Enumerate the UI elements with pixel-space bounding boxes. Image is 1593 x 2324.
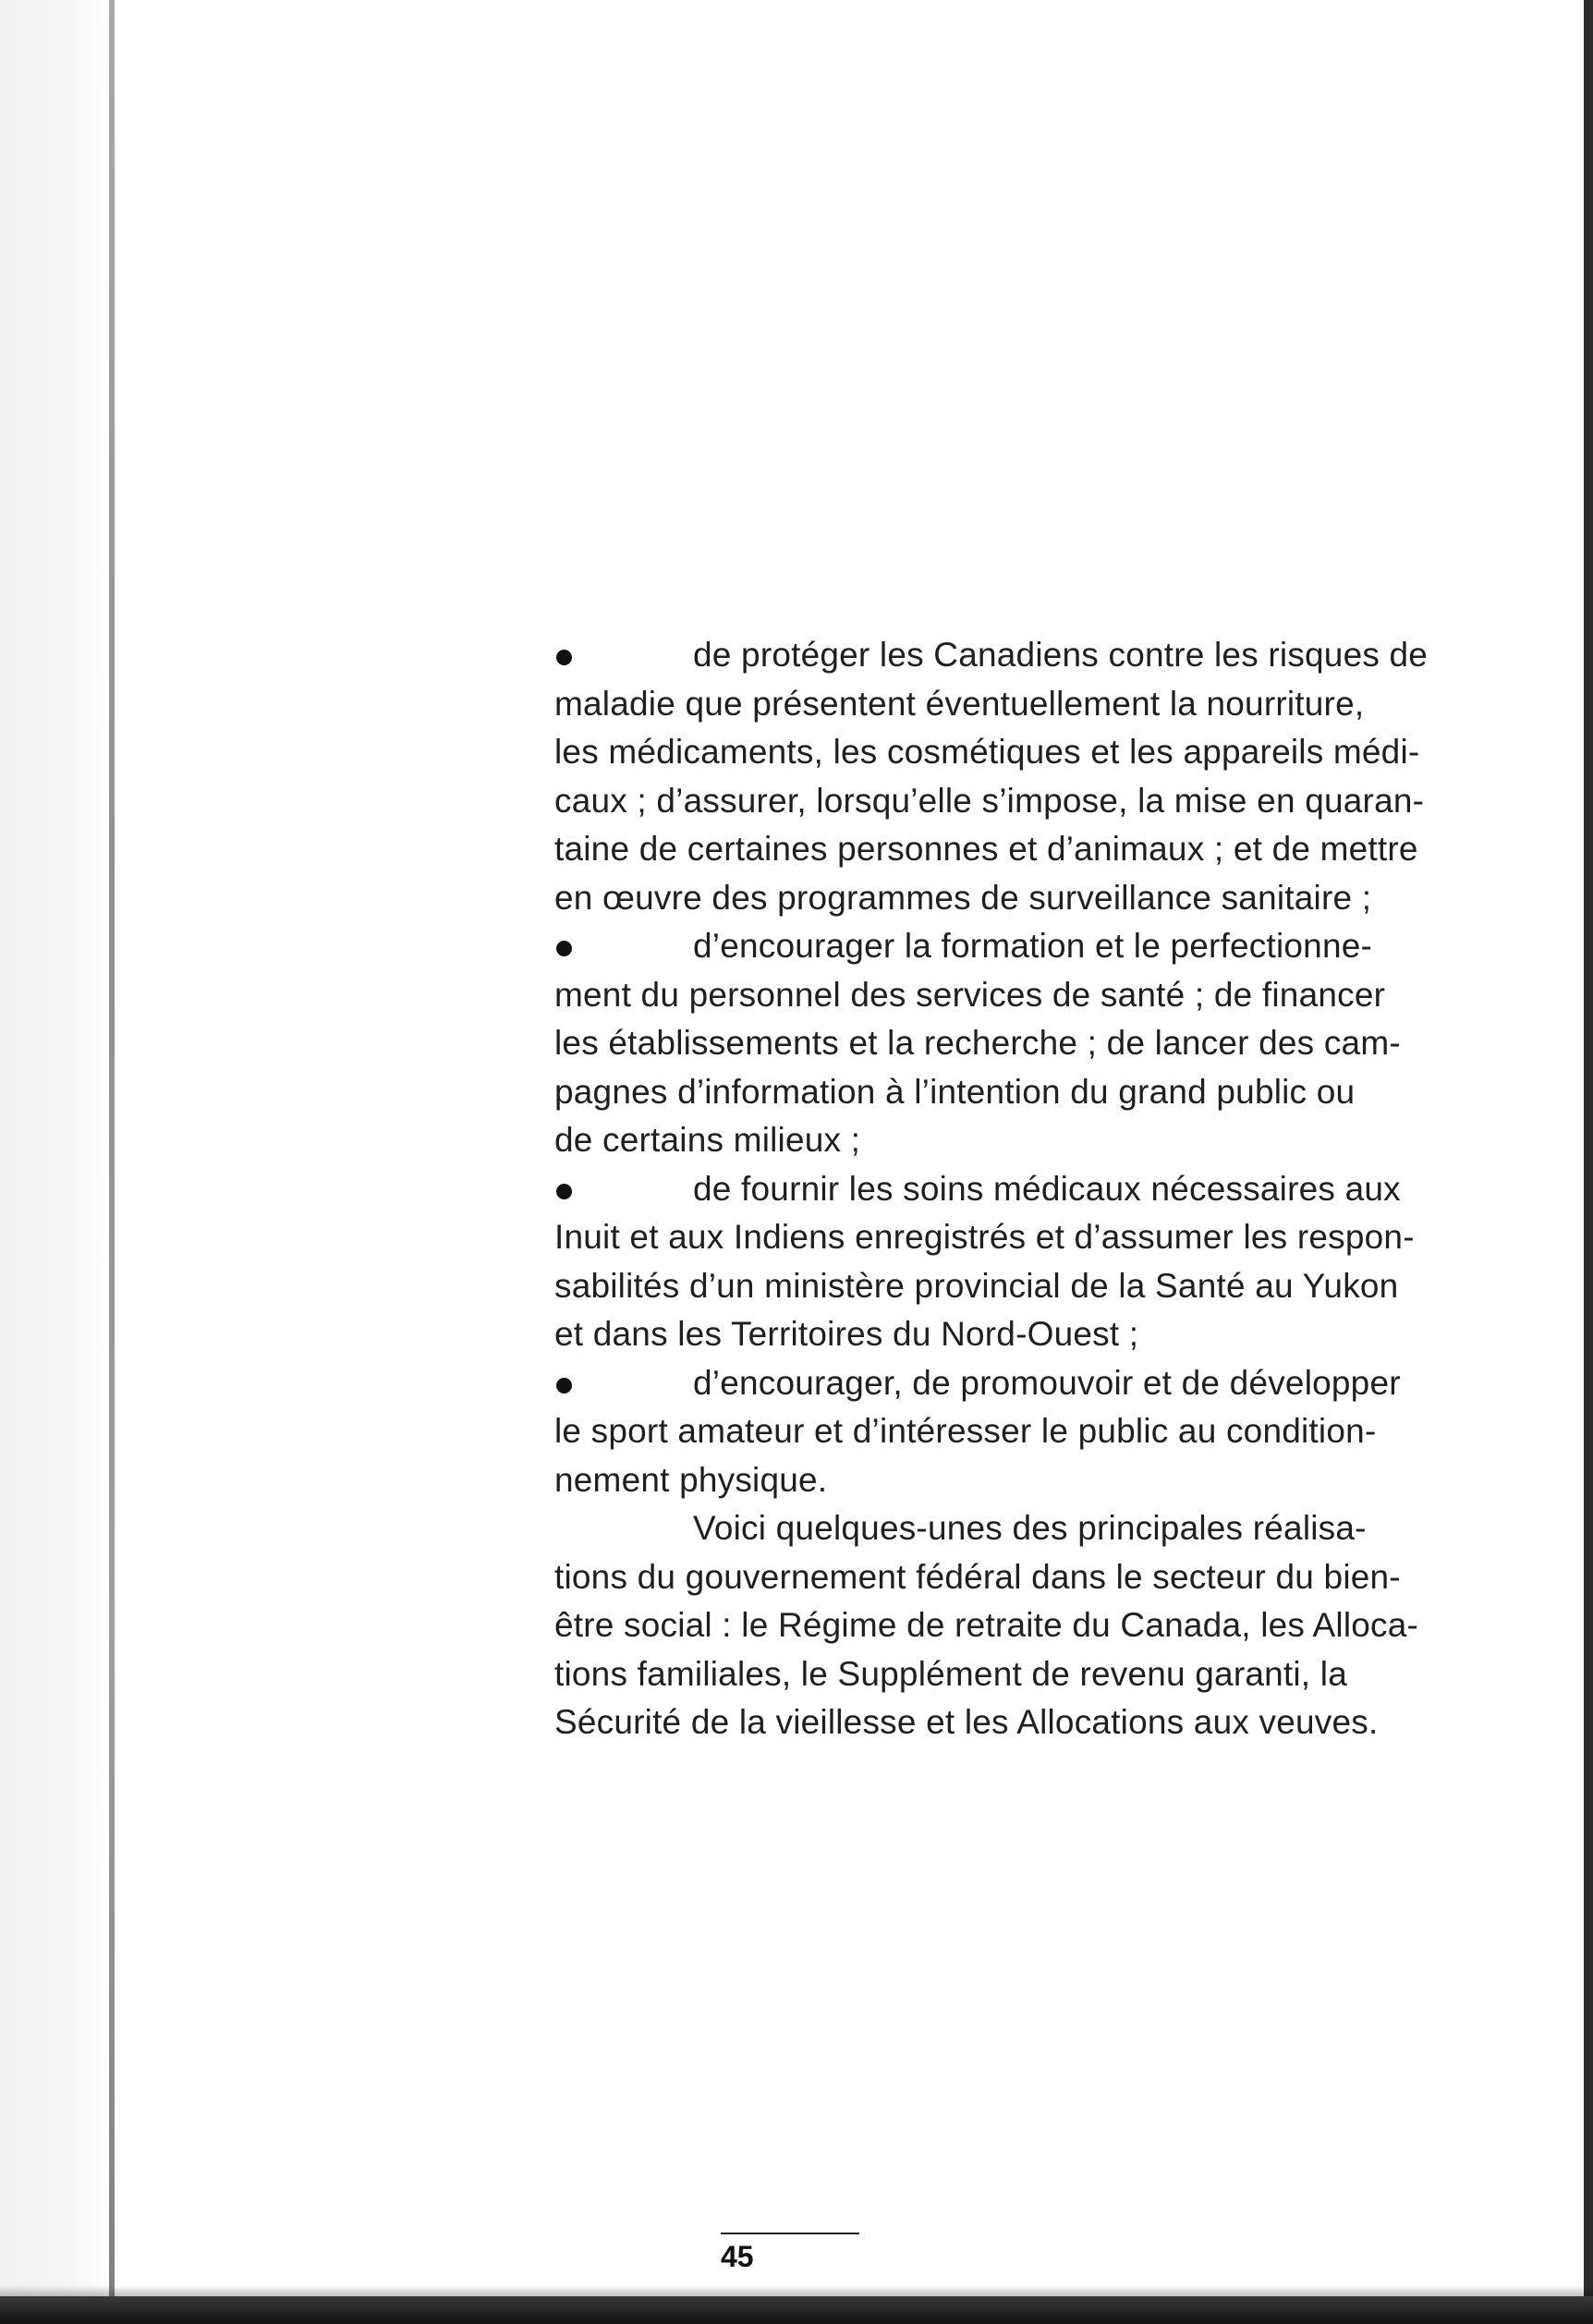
page-body-text bbox=[554, 631, 1534, 1747]
bullet-item-3 bbox=[554, 1165, 1534, 1359]
text-line: tions familiales, le Supplément de revenu garanti, la bbox=[554, 1654, 1347, 1693]
page-number-rule bbox=[721, 2233, 859, 2234]
text-run: de protéger les Canadiens contre les risques de bbox=[693, 636, 1429, 674]
bullet-item-4 bbox=[554, 1359, 1534, 1505]
text-line: en œuvre des programmes de surveillance sanitaire ; bbox=[554, 878, 1372, 917]
text-line: ment du personnel des services de santé ; de financer bbox=[554, 975, 1386, 1014]
text-line: tions du gouvernement fédéral dans le secteur du bien- bbox=[554, 1557, 1401, 1596]
text-line: sabilités d’un ministère provincial de la Santé au Yukon bbox=[554, 1266, 1399, 1305]
bullet-icon bbox=[556, 941, 572, 956]
text-run: d’encourager, de promouvoir et de développer bbox=[693, 1363, 1401, 1402]
text-line: être social : le Régime de retraite du Canada, les Alloca- bbox=[554, 1606, 1419, 1644]
scan-right-border bbox=[1584, 0, 1593, 2324]
scan-binding-shadow bbox=[109, 0, 115, 2324]
text-run: d’encourager la formation et le perfectionne- bbox=[693, 927, 1373, 965]
bullet-icon bbox=[556, 650, 572, 665]
text-run: de fournir les soins médicaux nécessaires aux bbox=[693, 1169, 1401, 1208]
text-line bbox=[554, 631, 1534, 680]
scan-left-margin bbox=[0, 0, 111, 2324]
bullet-icon bbox=[556, 1184, 572, 1199]
page-number: 45 bbox=[721, 2240, 754, 2273]
text-line: Sécurité de la vieillesse et les Allocations aux veuves. bbox=[554, 1703, 1379, 1741]
text-line bbox=[554, 1359, 1534, 1408]
bullet-item-2 bbox=[554, 922, 1534, 1165]
text-line: et dans les Territoires du Nord-Ouest ; bbox=[554, 1315, 1139, 1353]
text-line: le sport amateur et d’intéresser le public au condition- bbox=[554, 1412, 1377, 1450]
text-line bbox=[554, 922, 1534, 971]
text-line: nement physique. bbox=[554, 1460, 828, 1499]
text-line: taine de certaines personnes et d’animaux ; et de mettre bbox=[554, 830, 1418, 868]
scan-bottom-shadow bbox=[0, 2285, 1593, 2296]
scan-bottom-border bbox=[0, 2296, 1593, 2324]
text-line: les médicaments, les cosmétiques et les appareils médi- bbox=[554, 733, 1420, 771]
text-line: Voici quelques-unes des principales réalisa- bbox=[693, 1509, 1367, 1547]
text-line: de certains milieux ; bbox=[554, 1121, 861, 1159]
bullet-item-1 bbox=[554, 631, 1534, 922]
closing-paragraph bbox=[554, 1504, 1534, 1747]
text-line: les établissements et la recherche ; de lancer des cam- bbox=[554, 1024, 1401, 1062]
text-line bbox=[554, 1165, 1534, 1214]
text-line: pagnes d’information à l’intention du grand public ou bbox=[554, 1072, 1356, 1111]
text-line: caux ; d’assurer, lorsqu’elle s’impose, la mise en quaran- bbox=[554, 781, 1425, 820]
text-line: Inuit et aux Indiens enregistrés et d’assumer les respon- bbox=[554, 1218, 1415, 1256]
text-line: maladie que présentent éventuellement la nourriture, bbox=[554, 684, 1365, 723]
bullet-icon bbox=[556, 1378, 572, 1393]
